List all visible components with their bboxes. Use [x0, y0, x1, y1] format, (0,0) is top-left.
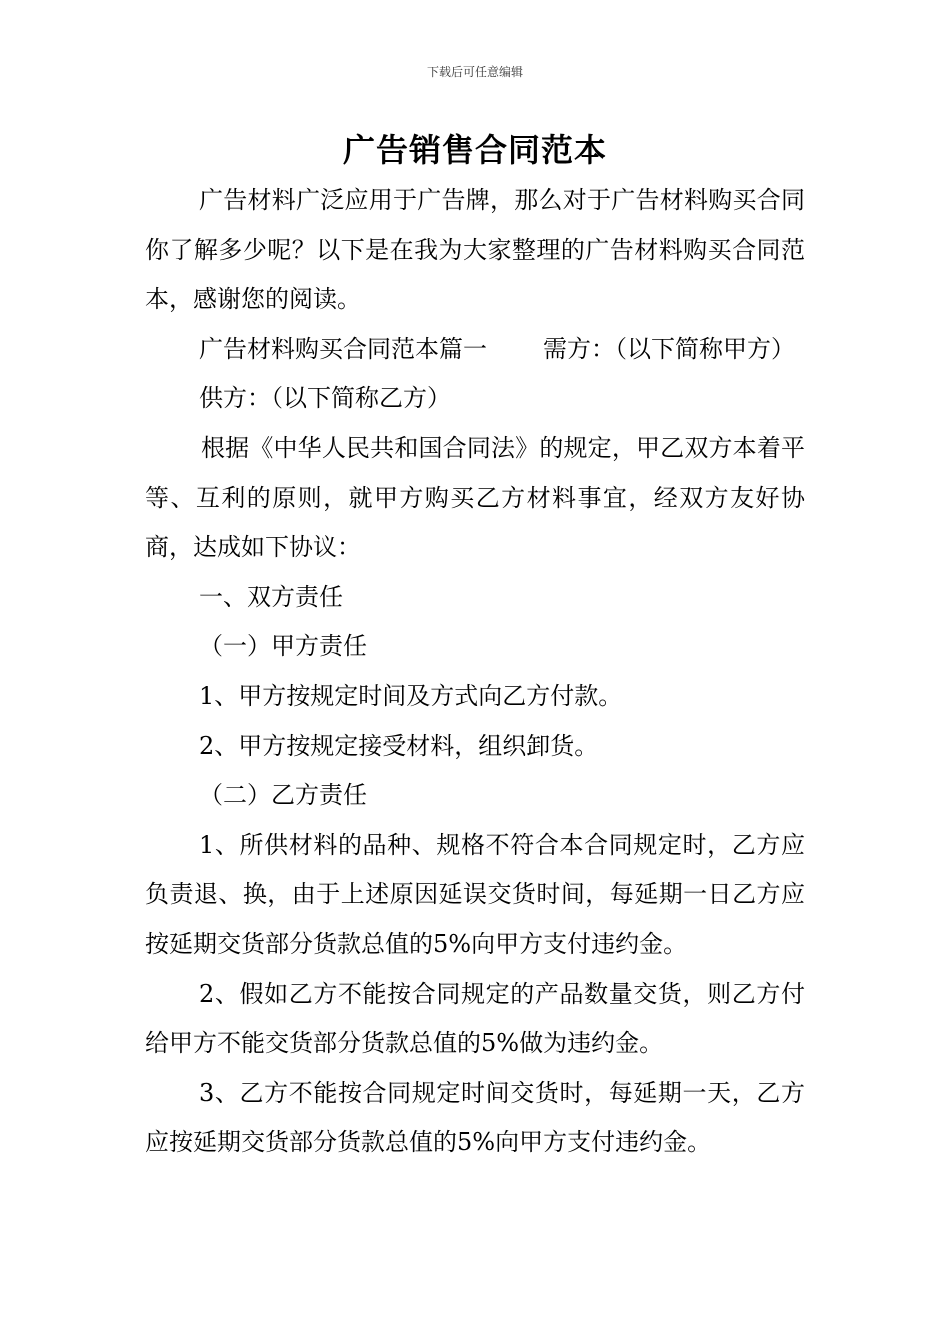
party-b-responsibility-3: 3、乙方不能按合同规定时间交货时，每延期一天，乙方应按延期交货部分货款总值的5%向甲方支付违约金。	[145, 1078, 805, 1157]
intro-paragraph: 广告材料广泛应用于广告牌，那么对于广告材料购买合同你了解多少呢？以下是在我为大家整理的广告材料购买合同范本，感谢您的阅读。	[145, 186, 805, 314]
document-title: 广告销售合同范本	[342, 131, 607, 169]
section-heading: 广告材料购买合同范本篇一	[199, 334, 487, 363]
document-body	[145, 176, 805, 1168]
party-b-responsibility-1: 1、所供材料的品种、规格不符合本合同规定时，乙方应负责退、换，由于上述原因延误交货时间，每延期一日乙方应按延期交货部分货款总值的5%向甲方支付违约金。	[145, 830, 805, 958]
party-b-responsibility-2: 2、假如乙方不能按合同规定的产品数量交货，则乙方付给甲方不能交货部分货款总值的5%做为违约金。	[145, 979, 805, 1058]
party-a-line: 需方：（以下简称甲方）	[543, 334, 795, 363]
party-b-responsibility-title: （二）乙方责任	[199, 781, 367, 810]
party-b-line: 供方：（以下简称乙方）	[199, 384, 451, 413]
section-heading-paragraph	[145, 325, 805, 375]
header-note: 下载后可任意编辑	[426, 65, 523, 79]
preamble-paragraph: 根据《中华人民共和国合同法》的规定，甲乙双方本着平等、互利的原则，就甲方购买乙方材料事宜，经双方友好协商，达成如下协议：	[145, 433, 805, 562]
clause-1-title: 一、双方责任	[199, 582, 343, 611]
party-a-responsibility-2: 2、甲方按规定接受材料，组织卸货。	[199, 731, 599, 760]
party-a-responsibility-1: 1、甲方按规定时间及方式向乙方付款。	[199, 681, 623, 710]
party-a-responsibility-title: （一）甲方责任	[199, 632, 367, 661]
